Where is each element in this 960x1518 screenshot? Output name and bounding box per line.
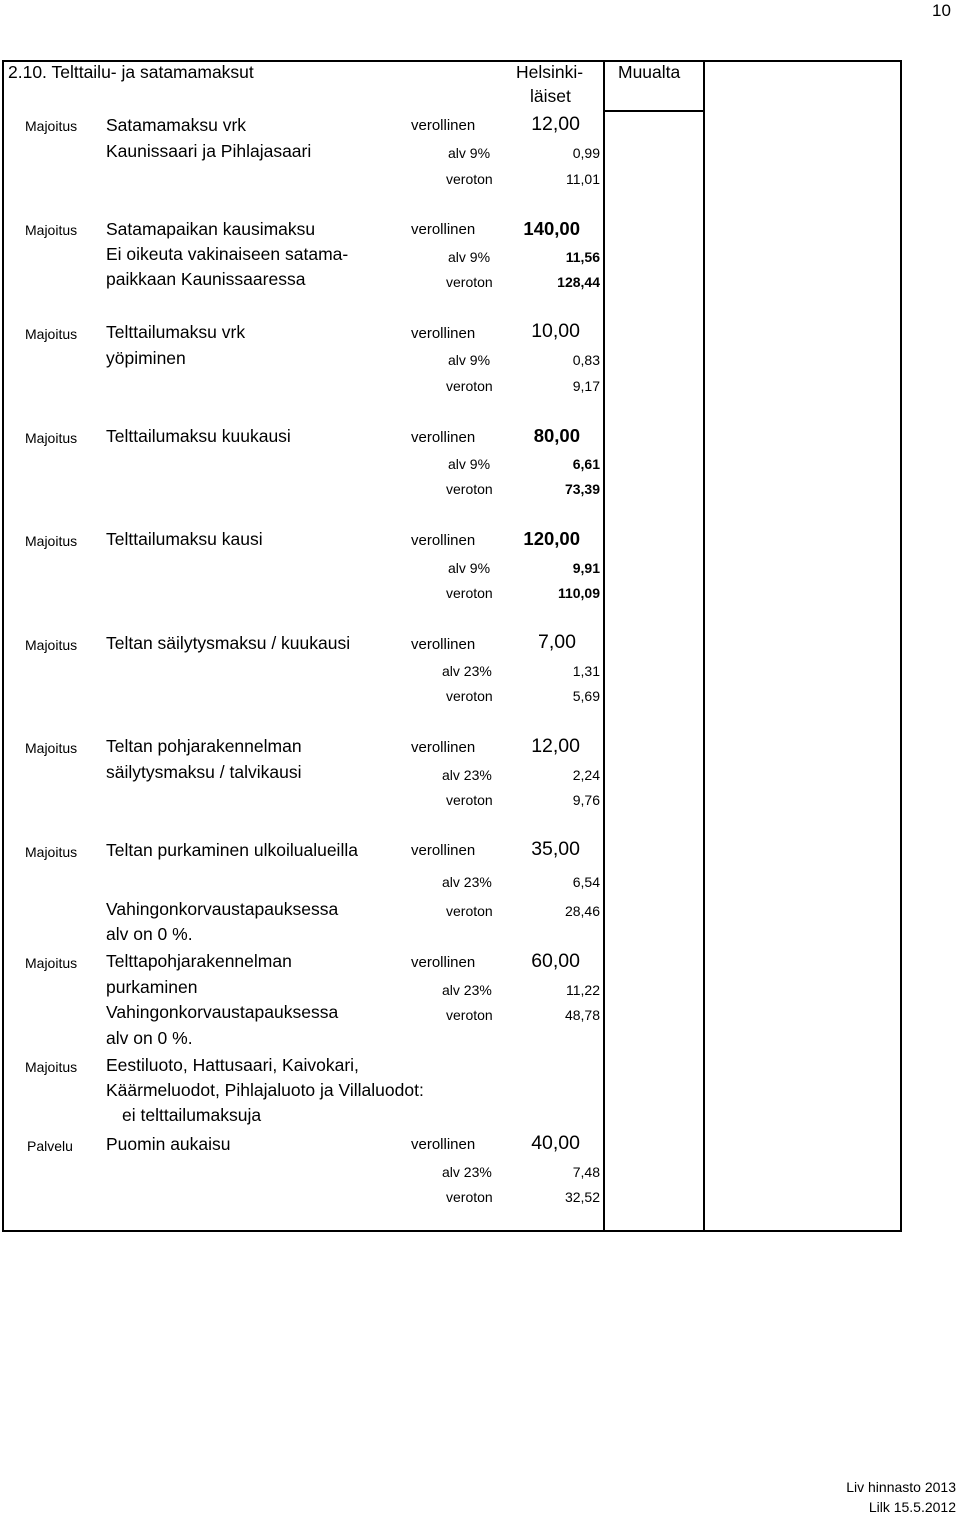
description-line: Ei oikeuta vakinaiseen satama- <box>106 244 349 264</box>
verollinen-label: verollinen <box>411 325 476 342</box>
category-label: Majoitus <box>25 118 78 134</box>
description-line: Vahingonkorvaustapauksessa <box>106 899 339 919</box>
description-line: Telttailumaksu kausi <box>106 529 263 549</box>
table-title: 2.10. Telttailu- ja satamamaksut <box>8 62 254 82</box>
description-line: Käärmeluodot, Pihlajaluoto ja Villaluodot: <box>106 1080 424 1100</box>
category-label: Majoitus <box>25 533 78 549</box>
alv-label: alv 9% <box>448 352 491 368</box>
page-number: 10 <box>932 1 951 20</box>
header-divider <box>603 110 703 112</box>
description-line: paikkaan Kaunissaaressa <box>106 269 306 289</box>
veroton-amount: 48,78 <box>564 1007 600 1023</box>
column-header-helsinkilaiset-line2: läiset <box>530 86 571 106</box>
description-line: alv on 0 %. <box>106 924 193 944</box>
verollinen-label: verollinen <box>411 221 476 238</box>
verollinen-label: verollinen <box>411 117 476 134</box>
footer-line: Liv hinnasto 2013 <box>846 1479 956 1495</box>
veroton-label: veroton <box>446 1007 493 1023</box>
category-label: Majoitus <box>25 844 78 860</box>
alv-label: alv 9% <box>448 456 491 472</box>
category-label: Majoitus <box>25 1059 78 1075</box>
description-line: säilytysmaksu / talvikausi <box>106 762 302 782</box>
verollinen-label: verollinen <box>411 532 476 549</box>
description-line: purkaminen <box>106 977 198 997</box>
alv-amount: 0,99 <box>572 145 600 161</box>
price-amount: 120,00 <box>523 528 580 549</box>
alv-label: alv 9% <box>448 249 491 265</box>
alv-label: alv 9% <box>448 560 491 576</box>
description-line: Teltan purkaminen ulkoilualueilla <box>106 840 358 860</box>
category-label: Majoitus <box>25 430 78 446</box>
category-label: Majoitus <box>25 222 78 238</box>
veroton-amount: 73,39 <box>564 481 600 497</box>
price-amount: 7,00 <box>538 631 576 653</box>
verollinen-label: verollinen <box>411 842 476 859</box>
veroton-label: veroton <box>446 792 493 808</box>
price-amount: 12,00 <box>531 735 580 757</box>
description-line: Teltan säilytysmaksu / kuukausi <box>106 633 351 653</box>
alv-label: alv 23% <box>442 1164 492 1180</box>
veroton-amount: 9,17 <box>572 378 600 394</box>
description-line: alv on 0 %. <box>106 1028 193 1048</box>
description-line: Teltan pohjarakennelman <box>106 736 302 756</box>
veroton-label: veroton <box>446 688 493 704</box>
alv-label: alv 9% <box>448 145 491 161</box>
alv-label: alv 23% <box>442 982 492 998</box>
description-line: ei telttailumaksuja <box>122 1105 262 1125</box>
column-divider-muualta <box>703 60 705 1232</box>
price-amount: 12,00 <box>531 113 580 135</box>
alv-amount: 2,24 <box>572 767 600 783</box>
category-label: Majoitus <box>25 637 78 653</box>
veroton-amount: 5,69 <box>572 688 600 704</box>
category-label: Majoitus <box>25 326 78 342</box>
column-header-helsinkilaiset-line1: Helsinki- <box>516 62 584 82</box>
veroton-amount: 9,76 <box>572 792 600 808</box>
verollinen-label: verollinen <box>411 636 476 653</box>
description-line: Eestiluoto, Hattusaari, Kaivokari, <box>106 1055 359 1075</box>
price-amount: 80,00 <box>533 425 580 446</box>
price-amount: 40,00 <box>531 1132 580 1154</box>
category-label: Palvelu <box>27 1138 73 1154</box>
description-line: yöpiminen <box>106 348 186 368</box>
price-amount: 35,00 <box>531 838 580 860</box>
price-amount: 140,00 <box>523 218 580 239</box>
verollinen-label: verollinen <box>411 739 476 756</box>
alv-label: alv 23% <box>442 663 492 679</box>
veroton-label: veroton <box>446 274 493 290</box>
alv-amount: 1,31 <box>572 663 600 679</box>
veroton-label: veroton <box>446 585 493 601</box>
alv-amount: 6,54 <box>572 874 600 890</box>
veroton-amount: 28,46 <box>564 903 600 919</box>
footer-line: Lilk 15.5.2012 <box>868 1499 956 1515</box>
veroton-label: veroton <box>446 903 493 919</box>
alv-amount: 6,61 <box>572 456 600 472</box>
description-line: Telttapohjarakennelman <box>106 951 292 971</box>
description-line: Telttailumaksu kuukausi <box>106 426 291 446</box>
veroton-amount: 32,52 <box>564 1189 600 1205</box>
description-line: Vahingonkorvaustapauksessa <box>106 1002 339 1022</box>
description-line: Kaunissaari ja Pihlajasaari <box>106 141 312 161</box>
verollinen-label: verollinen <box>411 954 476 971</box>
alv-label: alv 23% <box>442 874 492 890</box>
price-amount: 60,00 <box>531 950 580 972</box>
description-line: Satamamaksu vrk <box>106 115 247 135</box>
category-label: Majoitus <box>25 955 78 971</box>
alv-label: alv 23% <box>442 767 492 783</box>
description-line: Puomin aukaisu <box>106 1134 231 1154</box>
description-line: Telttailumaksu vrk <box>106 322 246 342</box>
veroton-label: veroton <box>446 481 493 497</box>
veroton-label: veroton <box>446 1189 493 1205</box>
column-divider-helsinki <box>603 60 605 1232</box>
alv-amount: 11,56 <box>565 249 600 265</box>
veroton-amount: 128,44 <box>557 274 600 290</box>
veroton-amount: 110,09 <box>557 585 600 601</box>
alv-amount: 11,22 <box>566 982 600 998</box>
column-header-muualta: Muualta <box>618 62 681 82</box>
veroton-label: veroton <box>446 378 493 394</box>
alv-amount: 9,91 <box>572 560 600 576</box>
alv-amount: 0,83 <box>572 352 600 368</box>
veroton-amount: 11,01 <box>566 171 600 187</box>
description-line: Satamapaikan kausimaksu <box>106 219 316 239</box>
verollinen-label: verollinen <box>411 429 476 446</box>
verollinen-label: verollinen <box>411 1136 476 1153</box>
price-amount: 10,00 <box>531 320 580 342</box>
veroton-label: veroton <box>446 171 493 187</box>
alv-amount: 7,48 <box>572 1164 600 1180</box>
category-label: Majoitus <box>25 740 78 756</box>
